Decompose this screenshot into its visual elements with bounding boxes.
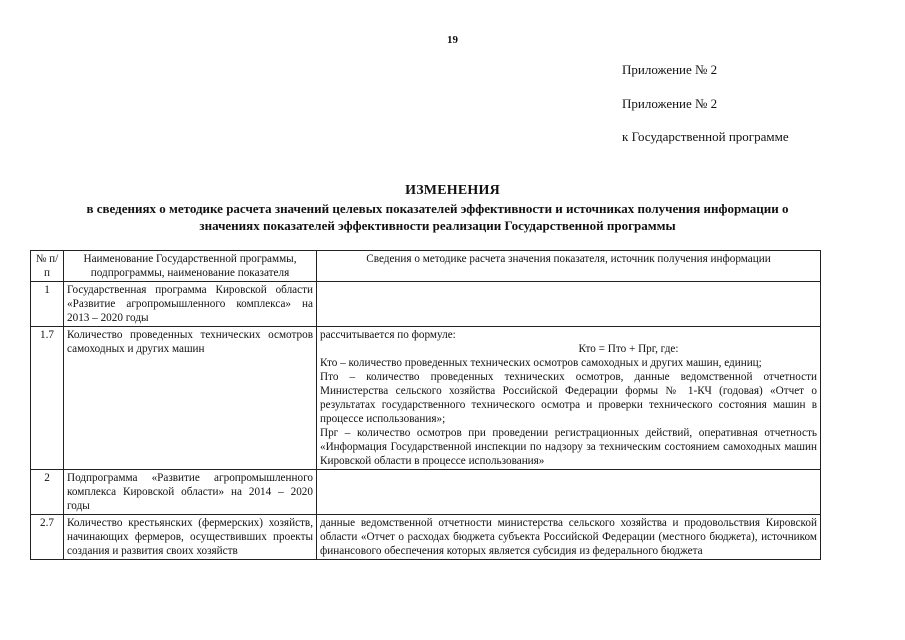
row-name: Подпрограмма «Развитие агропромышленного комплекса Кировской области» на 2014 – 2020 годы [64,470,317,515]
indicators-table [30,250,821,560]
row-info [317,327,821,470]
document-subtitle: в сведениях о методике расчета значений целевых показателей эффективности и источниках получения информации о значениях показателей эффективности реализации Государственной программы [86,201,789,233]
row-num: 1 [31,282,64,327]
row-info [317,470,821,515]
row-name: Количество проведенных технических осмотров самоходных и других машин [64,327,317,470]
appendix-label-2: Приложение № 2 [622,96,718,111]
row-num: 1.7 [31,327,64,470]
row-info [317,515,821,560]
table-row [31,327,821,470]
row-info-text: данные ведомственной отчетности министерства сельского хозяйства и продовольствия Кировской области «Отчет о расходах бюджета субъекта Российской Федерации (местного бюджета), источником финансового обеспечения которых является субсидия из федерального бюджета [320,517,817,557]
header-name: Наименование Государственной программы, подпрограммы, наименование показателя [64,251,317,282]
page-number: 19 [447,34,458,46]
appendix-label-3: к Государственной программе [622,129,789,144]
row-num: 2 [31,470,64,515]
header-info: Сведения о методике расчета значения показателя, источник получения информации [317,251,821,282]
table-header-row [31,251,821,282]
row-name-text: Количество крестьянских (фермерских) хозяйств, начинающих фермеров, осуществивших проекты создания и развития своих хозяйств [67,517,313,557]
row-info [317,282,821,327]
formula-term-prg: Прг – количество осмотров при проведении регистрационных действий, оперативная отчетность «Информация Государственной инспекции по надзору за техническим состоянием самоходных машин Кировской области в процессе использования» [320,427,817,467]
table-row [31,470,821,515]
table-row [31,515,821,560]
appendix-label-1: Приложение № 2 [622,62,718,77]
row-name: Государственная программа Кировской области «Развитие агропромышленного комплекса» на 2013 – 2020 годы [64,282,317,327]
formula: Кто = Пто + Прг, где: [578,343,679,355]
formula-intro: рассчитывается по формуле: [320,329,456,341]
formula-term-kto: Кто – количество проведенных технических осмотров самоходных и других машин, единиц; [320,357,762,369]
row-name [64,515,317,560]
formula-term-pto: Пто – количество проведенных технических осмотров, данные ведомственной отчетности Министерства сельского хозяйства Российской Федерации формы № 1-КЧ (годовая) «Отчет о результатах государственного технического осмотра и проверки технического состояния машин в процессе использования»; [320,371,817,425]
header-num: № п/п [31,251,64,282]
table-row [31,282,821,327]
row-num: 2.7 [31,515,64,560]
document-title: ИЗМЕНЕНИЯ [405,183,500,198]
